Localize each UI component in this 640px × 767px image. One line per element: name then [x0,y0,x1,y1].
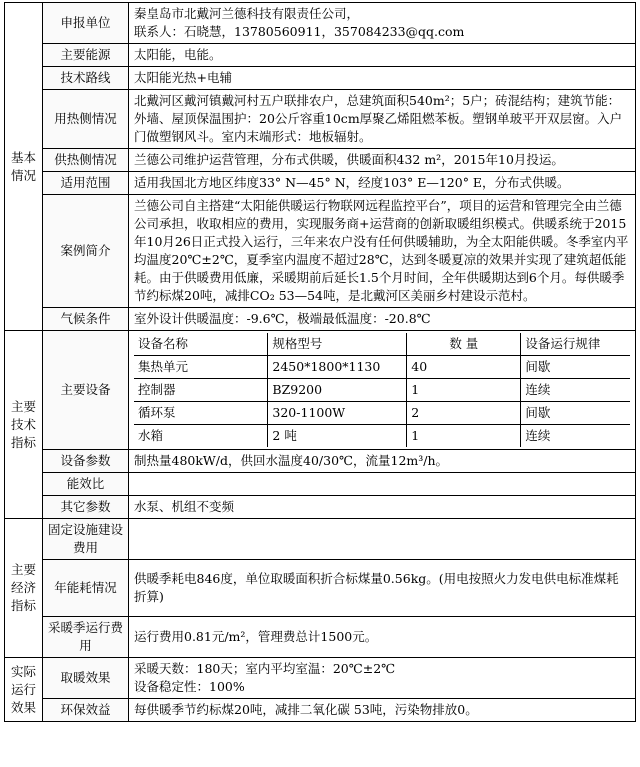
label-supply-side: 供热侧情况 [43,149,129,172]
row-annual-energy [5,560,636,617]
equipment-spec: 320-1100W [268,402,407,425]
row-climate [5,308,636,331]
equipment-header-row [134,333,630,356]
equipment-mode: 连续 [521,425,630,448]
label-equipment: 主要设备 [43,331,129,450]
value-user-side: 北戴河区戴河镇戴河村五户联排农户，总建筑面积540m²；5户；砖混结构；建筑节能：外墙、屋顶保温围护：20公斤容重10cm厚聚乙烯阻燃苯板。塑钢单玻平开双层窗。入户门做塑钢风斗。室内末端形式：地板辐射。 [129,90,636,149]
section-basic: 基本情况 [5,3,43,331]
equipment-spec: BZ9200 [268,379,407,402]
row-supply-side [5,149,636,172]
row-env-benefit [5,699,636,722]
section-econ: 主要经济指标 [5,519,43,658]
value-annual-energy: 供暖季耗电846度，单位取暖面积折合标煤量0.56kg。(用电按照火力发电供电标准煤耗折算) [129,560,636,617]
label-climate: 气候条件 [43,308,129,331]
project-info-table [4,2,636,722]
equipment-name: 集热单元 [134,356,268,379]
row-equipment [5,331,636,450]
label-heating-effect: 取暖效果 [43,658,129,699]
equipment-name: 循环泵 [134,402,268,425]
equipment-mode: 连续 [521,379,630,402]
value-efficiency [129,473,636,496]
value-route: 太阳能光热+电辅 [129,67,636,90]
row-user-side [5,90,636,149]
equipment-table [134,333,630,447]
equipment-row [134,425,630,448]
value-params: 制热量480kW/d，供回水温度40/30℃，流量12m³/h。 [129,450,636,473]
equipment-name: 水箱 [134,425,268,448]
row-efficiency [5,473,636,496]
label-applicant: 申报单位 [43,3,129,44]
equipment-header: 设备名称 [134,333,268,356]
section-effect: 实际运行效果 [5,658,43,722]
equipment-mode: 间歇 [521,356,630,379]
value-supply-side: 兰德公司维护运营管理，分布式供暖，供暖面积432 m²，2015年10月投运。 [129,149,636,172]
equipment-qty: 1 [407,379,521,402]
applicant-name: 秦皇岛市北戴河兰德科技有限责任公司， [134,6,360,21]
value-case: 兰德公司自主搭建“太阳能供暖运行物联网远程监控平台”，项目的运营和管理完全由兰德公司承担，收取相应的费用，实现服务商+运营商的创新取暖组织模式。供暖系统于2015年10月26日正式投入运行，三年来农户没有任何供暖辅助，为全太阳能供暖。冬季室内平均温度20℃±2℃，夏季室内温度不超过28℃，达到冬暖夏凉的效果并实现了建筑超低能耗。由于供暖费用低廉，采暖期前后延长1.5个月时间，全年供暖期达到6个月。每供暖季节约标煤20吨，减排CO₂ 53—54吨，是北戴河区美丽乡村建设示范村。 [129,195,636,308]
equipment-spec: 2450*1800*1130 [268,356,407,379]
label-efficiency: 能效比 [43,473,129,496]
value-scope: 适用我国北方地区纬度33° N—45° N，经度103° E—120° E，分布式供暖。 [129,172,636,195]
label-energy: 主要能源 [43,44,129,67]
equipment-qty: 2 [407,402,521,425]
row-other [5,496,636,519]
value-applicant [129,3,636,44]
row-applicant [5,3,636,44]
equipment-stability: 设备稳定性：100% [134,679,245,694]
row-season-cost [5,617,636,658]
equipment-mode: 间歇 [521,402,630,425]
row-params [5,450,636,473]
row-route [5,67,636,90]
row-scope [5,172,636,195]
row-case [5,195,636,308]
value-energy: 太阳能，电能。 [129,44,636,67]
label-params: 设备参数 [43,450,129,473]
equipment-header: 规格型号 [268,333,407,356]
equipment-qty: 1 [407,425,521,448]
row-fixed-invest [5,519,636,560]
label-scope: 适用范围 [43,172,129,195]
equipment-name: 控制器 [134,379,268,402]
equipment-row [134,356,630,379]
value-climate: 室外设计供暖温度：-9.6℃，极端最低温度：-20.8℃ [129,308,636,331]
label-route: 技术路线 [43,67,129,90]
label-annual-energy: 年能耗情况 [43,560,129,617]
value-env-benefit: 每供暖季节约标煤20吨，减排二氧化碳 53吨，污染物排放0。 [129,699,636,722]
label-season-cost: 采暖季运行费用 [43,617,129,658]
section-tech: 主要技术指标 [5,331,43,519]
label-other: 其它参数 [43,496,129,519]
value-other: 水泵、机组不变频 [129,496,636,519]
equipment-row [134,402,630,425]
equipment-header: 设备运行规律 [521,333,630,356]
equipment-qty: 40 [407,356,521,379]
label-case: 案例简介 [43,195,129,308]
label-user-side: 用热侧情况 [43,90,129,149]
equipment-cell [129,331,636,450]
heating-days: 采暖天数：180天；室内平均室温：20℃±2℃ [134,661,396,676]
value-fixed-invest [129,519,636,560]
row-heating-effect [5,658,636,699]
equipment-header: 数 量 [407,333,521,356]
label-fixed-invest: 固定设施建设费用 [43,519,129,560]
value-season-cost: 运行费用0.81元/m²，管理费总计1500元。 [129,617,636,658]
equipment-row [134,379,630,402]
equipment-spec: 2 吨 [268,425,407,448]
label-env-benefit: 环保效益 [43,699,129,722]
applicant-contact: 联系人：石晓慧，13780560911，357084233@qq.com [134,24,465,39]
row-energy [5,44,636,67]
value-heating-effect [129,658,636,699]
